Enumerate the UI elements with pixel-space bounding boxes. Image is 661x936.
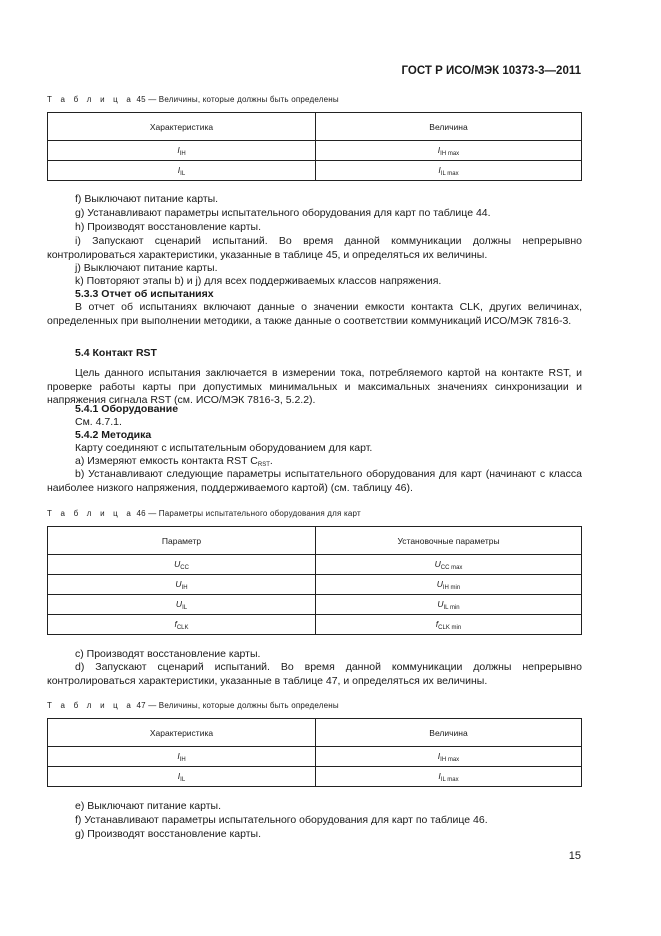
table-label: Т а б л и ц а (47, 509, 135, 518)
paragraph: c) Производят восстановление карты. (75, 648, 261, 660)
table-row (48, 747, 582, 767)
table-row (48, 555, 582, 575)
section-heading: 5.4.1 Оборудование (75, 403, 179, 415)
paragraph: g) Производят восстановление карты. (75, 828, 262, 840)
table-cell: $U_{IH}$ (48, 575, 316, 595)
paragraph: k) Повторяют этапы b) и j) для всех поддерживаемых классов напряжения. (75, 275, 442, 287)
paragraph: Цель данного испытания заключается в измерении тока, потребляемого картой на контакте RST, и проверке работы карты при допустимых минимальных и максимальных значениях синхронизации и напряжения сигнала RST (см. ИСО/МЭК 7816-3, 5.2.2). (47, 367, 582, 407)
table-47 (47, 718, 582, 787)
table-label: Т а б л и ц а (47, 701, 135, 710)
column-header: Характеристика (48, 719, 316, 747)
section-heading: 5.4.2 Методика (75, 429, 152, 441)
paragraph: g) Устанавливают параметры испытательного оборудования для карт по таблице 44. (75, 207, 491, 219)
table-cell: $U_{IH min}$ (316, 575, 582, 595)
table-row (48, 767, 582, 787)
column-header: Величина (316, 719, 582, 747)
standard-header: ГОСТ Р ИСО/МЭК 10373-3—2011 (401, 65, 581, 77)
paragraph: b) Устанавливают следующие параметры испытательного оборудования для карт (начинают с класса наиболее низкого напряжения, поддерживаемого картой) (см. таблицу 46). (47, 468, 582, 494)
paragraph: f) Выключают питание карты. (75, 193, 219, 205)
table-cell: $I_{IL max}$ (316, 161, 582, 181)
table-46 (47, 526, 582, 635)
column-header: Величина (316, 113, 582, 141)
table-cell: $I_{IL max}$ (316, 767, 582, 787)
column-header: Параметр (48, 527, 316, 555)
paragraph: j) Выключают питание карты. (75, 262, 218, 274)
table-cell: $U_{IL min}$ (316, 595, 582, 615)
table-46-caption (47, 509, 361, 518)
table-caption-text: 45 — Величины, которые должны быть определены (136, 95, 339, 104)
paragraph: h) Производят восстановление карты. (75, 221, 262, 233)
table-cell: $I_{IH max}$ (316, 747, 582, 767)
paragraph: См. 4.7.1. (75, 416, 122, 428)
table-row (48, 595, 582, 615)
page-number: 15 (568, 850, 581, 862)
table-caption-text: 47 — Величины, которые должны быть определены (136, 701, 339, 710)
table-label: Т а б л и ц а (47, 95, 135, 104)
table-cell: $U_{CC}$ (48, 555, 316, 575)
table-cell: $U_{CC max}$ (316, 555, 582, 575)
column-header: Установочные параметры (316, 527, 582, 555)
table-cell: $I_{IH}$ (48, 141, 316, 161)
table-row (48, 575, 582, 595)
table-row (48, 161, 582, 181)
column-header: Характеристика (48, 113, 316, 141)
paragraph: e) Выключают питание карты. (75, 800, 222, 812)
section-heading: 5.3.3 Отчет об испытаниях (75, 288, 214, 300)
table-47-caption (47, 701, 339, 710)
table-45 (47, 112, 582, 181)
table-cell: $I_{IL}$ (48, 767, 316, 787)
section-heading: 5.4 Контакт RST (75, 347, 157, 359)
paragraph: d) Запускают сценарий испытаний. Во время данной коммуникации должны непрерывно контролироваться характеристики, указанные в таблице 47, и определяться их величины. (47, 661, 582, 687)
table-cell: $I_{IL}$ (48, 161, 316, 181)
table-row (48, 141, 582, 161)
table-caption-text: 46 — Параметры испытательного оборудования для карт (136, 509, 361, 518)
table-row (48, 615, 582, 635)
paragraph: Карту соединяют с испытательным оборудованием для карт. (75, 442, 373, 454)
paragraph: В отчет об испытаниях включают данные о значении емкости контакта CLK, других величинах, определенных при выполнении методики, а также данные о соответствии коммуникаций ИСО/МЭК 7816-3. (47, 301, 582, 327)
table-cell: $f_{CLK}$ (48, 615, 316, 635)
table-cell: $f_{CLK min}$ (316, 615, 582, 635)
table-cell: $I_{IH}$ (48, 747, 316, 767)
paragraph: f) Устанавливают параметры испытательного оборудования для карт по таблице 46. (75, 814, 488, 826)
table-cell: $I_{IH max}$ (316, 141, 582, 161)
paragraph: a) Измеряют емкость контакта RST $C_{RST}$. (75, 455, 273, 468)
paragraph: i) Запускают сценарий испытаний. Во время данной коммуникации должны непрерывно контролироваться характеристики, указанные в таблице 45, и определяться их величины. (47, 235, 582, 261)
table-45-caption (47, 95, 339, 104)
table-cell: $U_{IL}$ (48, 595, 316, 615)
